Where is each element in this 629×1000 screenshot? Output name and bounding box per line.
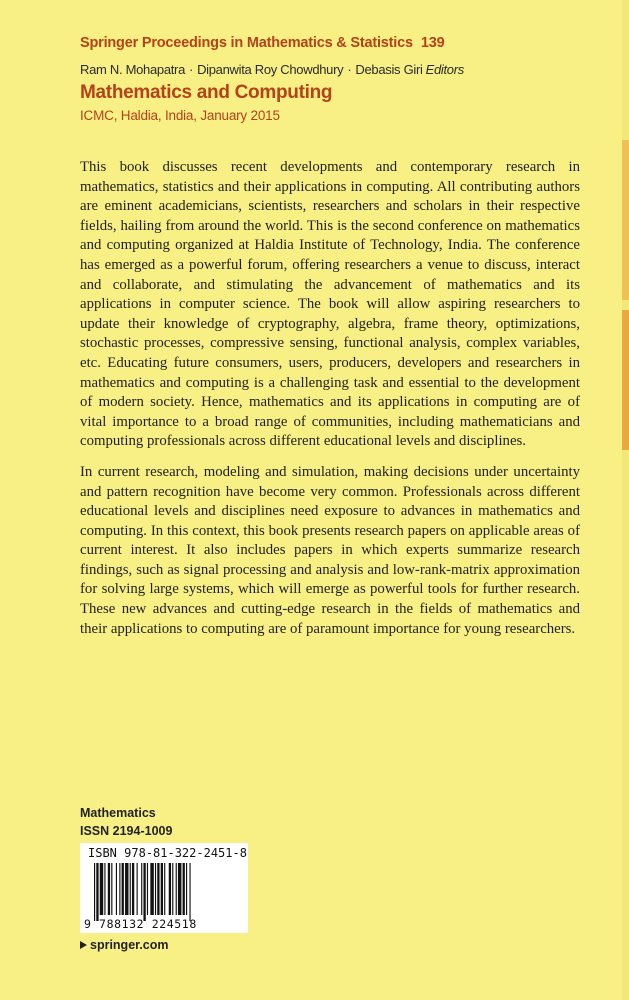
isbn-text: ISBN 978-81-322-2451-8: [88, 846, 247, 860]
editor-name: Ram N. Mohapatra: [80, 62, 186, 77]
barcode-bar: [96, 863, 98, 921]
barcode-bar: [150, 863, 153, 915]
barcode-bar: [141, 863, 142, 915]
barcode-bar: [119, 863, 120, 915]
series-name: Springer Proceedings in Mathematics & Statistics: [80, 35, 413, 51]
barcode: [80, 843, 248, 933]
barcode-bar: [116, 863, 117, 915]
barcode-bar: [169, 863, 171, 915]
barcode-bar: [143, 863, 145, 921]
editors-role: Editors: [425, 62, 464, 77]
arrow-right-icon: [80, 941, 87, 949]
barcode-bar: [122, 863, 124, 915]
editor-name: Dipanwita Roy Chowdhury: [197, 62, 344, 77]
editor-name: Debasis Giri: [355, 62, 423, 77]
barcode-bar: [176, 863, 177, 915]
barcode-bar: [132, 863, 134, 915]
barcode-bar: [94, 863, 95, 921]
series-line: [80, 35, 444, 51]
issn-label: ISSN 2194-1009: [80, 824, 173, 838]
description-paragraph: In current research, modeling and simulation, making decisions under uncertainty and pattern recognition have become very common. Professionals across different educational levels and disciplines need exposure to advances in mathematics and computing. In this context, this book presents research papers on applicable areas of current interest. It also includes papers in which experts summarize research findings, such as signal processing and analysis and low-rank-matrix approximation for solving large systems, which will emerge as powerful tools for further research. These new advances and cutting-edge research in the fields of mathematics and their applications to computing are of paramount importance for young researchers.: [80, 463, 580, 637]
book-subtitle: ICMC, Haldia, India, January 2015: [80, 108, 280, 123]
barcode-digits: 9 788132 224518: [84, 917, 197, 931]
editor-separator: ·: [347, 62, 352, 77]
barcode-bar: [130, 863, 131, 915]
website-link[interactable]: [80, 938, 169, 952]
barcode-bar: [172, 863, 173, 915]
book-title: Mathematics and Computing: [80, 82, 333, 103]
editors-line: [80, 62, 464, 77]
barcode-bar: [186, 863, 187, 915]
website-label: springer.com: [90, 938, 169, 952]
series-number: 139: [420, 35, 445, 51]
barcode-bar: [104, 863, 105, 915]
subject-label: Mathematics: [80, 806, 156, 820]
barcode-bar: [137, 863, 138, 915]
edge-mark: [622, 140, 629, 300]
book-description: [80, 158, 580, 650]
barcode-bar: [108, 863, 110, 915]
description-paragraph: This book discusses recent developments and contemporary research in mathematics, statistics and their applications in computing. All contributing authors are eminent academicians, scientists, researchers and scholars in their respective fields, hailing from around the world. This is the second conference on mathematics and computing organized at Haldia Institute of Technology, India. The conference has emerged as a powerful forum, offering researchers a venue to discuss, interact and collaborate, and stimulating the advancement of mathematics and its applications in computer science. The book will allow aspiring researchers to update their knowledge of cryptography, algebra, frame theory, optimizations, stochastic processes, compressive sensing, functional analysis, complex variables, etc. Educating future consumers, users, producers, developers and researchers in mathematics and computing is a challenging task and essential to the development of modern society. Hence, mathematics and its applications in computing are of vital importance to a broad range of communities, including mathematicians and computing professionals across different educational levels and disciplines.: [80, 159, 580, 450]
barcode-bar: [125, 863, 128, 915]
barcode-bar: [111, 863, 112, 915]
barcode-bar: [100, 863, 103, 915]
barcode-bar: [155, 863, 156, 915]
barcode-bar: [178, 863, 181, 915]
barcode-bar: [157, 863, 159, 915]
barcode-bar: [147, 863, 148, 915]
barcode-bar: [161, 863, 163, 915]
barcode-bar: [183, 863, 185, 915]
barcode-bar: [189, 863, 190, 921]
barcode-bars: [94, 863, 242, 923]
editor-separator: ·: [189, 62, 194, 77]
barcode-bar: [164, 863, 165, 915]
edge-mark: [622, 310, 629, 450]
